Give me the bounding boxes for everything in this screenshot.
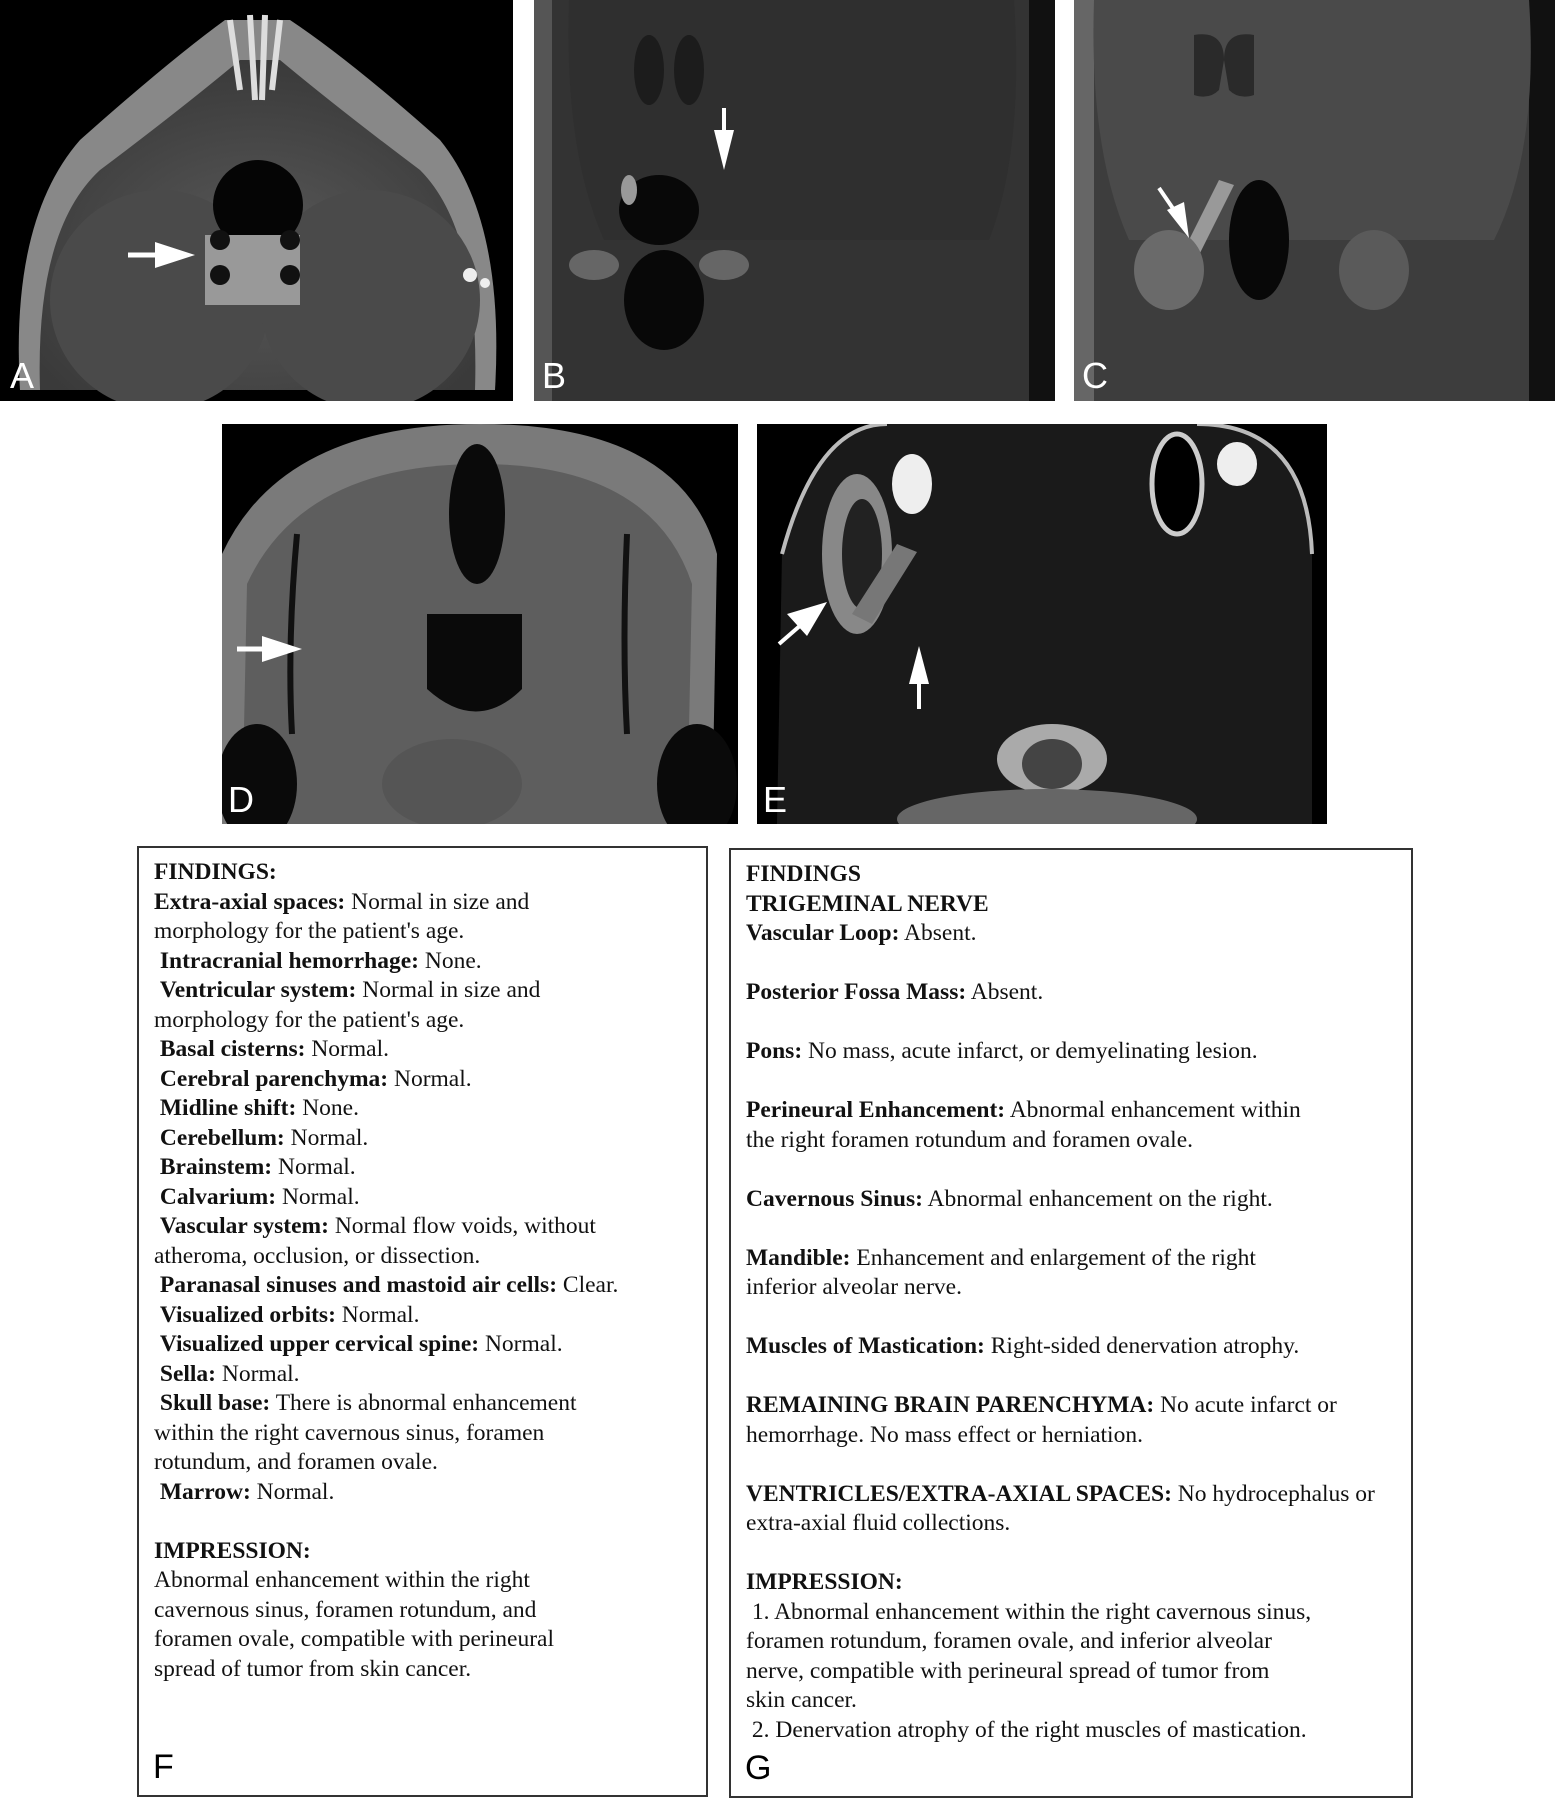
finding-item — [154, 947, 696, 977]
finding-term: VENTRICLES/EXTRA-AXIAL SPACES: — [746, 1480, 1172, 1507]
finding-item — [746, 1332, 1401, 1362]
finding-term: Posterior Fossa Mass: — [746, 979, 967, 1005]
finding-value: Normal. — [276, 1183, 360, 1210]
finding-value: Normal in size and — [356, 977, 541, 1003]
finding-value: Absent. — [899, 920, 977, 946]
finding-term: Vascular system: — [154, 1213, 329, 1239]
finding-term: Extra-axial spaces: — [154, 888, 346, 915]
finding-value: Normal. — [479, 1331, 563, 1357]
finding-continuation: the right foramen rotundum and foramen ovale. — [746, 1126, 1194, 1153]
finding-continuation: within the right cavernous sinus, foramen — [154, 1419, 545, 1446]
finding-item — [154, 1094, 696, 1124]
finding-continuation: atheroma, occlusion, or dissection. — [154, 1242, 481, 1269]
finding-item — [154, 1301, 696, 1331]
finding-item — [154, 888, 696, 918]
finding-value: None. — [418, 947, 482, 974]
finding-term: Cerebellum: — [154, 1124, 285, 1151]
report-f-text — [154, 858, 696, 1684]
impression-line: cavernous sinus, foramen rotundum, and — [154, 1596, 537, 1623]
mri-panel-e — [757, 424, 1327, 824]
findings-heading: FINDINGS: — [154, 859, 277, 885]
finding-value: Absent. — [966, 979, 1044, 1005]
findings-subheading: TRIGEMINAL NERVE — [746, 890, 989, 917]
report-box-f — [137, 846, 708, 1797]
finding-item — [154, 1124, 696, 1154]
impression-line: Abnormal enhancement within the right — [154, 1567, 530, 1593]
finding-continuation: morphology for the patient's age. — [154, 1006, 465, 1033]
finding-value: No hydrocephalus or — [1171, 1480, 1375, 1507]
finding-item — [154, 1330, 696, 1360]
finding-term: Intracranial hemorrhage: — [154, 947, 419, 974]
finding-term: Visualized orbits: — [154, 1301, 336, 1328]
finding-item — [746, 1480, 1401, 1510]
finding-item — [746, 1244, 1401, 1274]
findings-list — [746, 919, 1401, 1539]
panel-label-b: B — [542, 355, 567, 396]
finding-value: Normal. — [388, 1065, 472, 1092]
finding-term: Visualized upper cervical spine: — [154, 1331, 480, 1357]
impression-text — [746, 1598, 1401, 1746]
panel-label-g: G — [745, 1749, 772, 1787]
impression-line: spread of tumor from skin cancer. — [154, 1655, 472, 1682]
arrow-icon — [0, 0, 513, 401]
finding-value: Abnormal enhancement on the right. — [922, 1185, 1273, 1212]
finding-term: Muscles of Mastication: — [746, 1333, 985, 1359]
finding-item — [154, 1360, 696, 1390]
finding-term: Calvarium: — [154, 1183, 277, 1210]
finding-term: Perineural Enhancement: — [746, 1097, 1006, 1123]
finding-item — [746, 1037, 1401, 1067]
finding-term: Vascular Loop: — [746, 920, 900, 946]
finding-item — [154, 1035, 696, 1065]
finding-term: Pons: — [746, 1038, 803, 1064]
finding-value: Right-sided denervation atrophy. — [984, 1333, 1300, 1359]
finding-term: Paranasal sinuses and mastoid air cells: — [154, 1272, 558, 1298]
finding-value: Abnormal enhancement within — [1005, 1097, 1301, 1123]
finding-item — [154, 1153, 696, 1183]
impression-line: 1. Abnormal enhancement within the right cavernous sinus, — [746, 1598, 1312, 1625]
finding-item — [154, 1183, 696, 1213]
finding-item — [154, 1212, 696, 1242]
finding-term: Ventricular system: — [154, 977, 357, 1003]
impression-line: foramen rotundum, foramen ovale, and inferior alveolar — [746, 1628, 1272, 1654]
finding-term: Cavernous Sinus: — [746, 1185, 923, 1212]
finding-value: Normal. — [335, 1301, 420, 1328]
panel-label-a: A — [10, 355, 35, 396]
finding-value: None. — [296, 1095, 359, 1121]
findings-heading: FINDINGS — [746, 861, 861, 887]
panel-label-d: D — [228, 779, 254, 820]
finding-term: Skull base: — [154, 1390, 271, 1416]
finding-item — [746, 1185, 1401, 1215]
finding-item — [746, 919, 1401, 949]
finding-value: Normal. — [272, 1154, 356, 1180]
finding-item — [154, 976, 696, 1006]
finding-term: Midline shift: — [154, 1095, 297, 1121]
impression-heading: IMPRESSION: — [746, 1569, 903, 1595]
impression-text — [154, 1566, 696, 1684]
impression-line: 2. Denervation atrophy of the right muscles of mastication. — [746, 1716, 1307, 1743]
arrow-icon — [534, 0, 1055, 401]
finding-term: Brainstem: — [154, 1154, 273, 1180]
finding-item — [746, 1096, 1401, 1126]
mri-panel-c — [1074, 0, 1555, 401]
panel-label-c: C — [1082, 355, 1108, 396]
finding-item — [746, 1391, 1401, 1421]
mri-panel-b — [534, 0, 1055, 401]
findings-list — [154, 888, 696, 1508]
panel-label-e: E — [763, 779, 788, 820]
finding-term: Basal cisterns: — [154, 1036, 306, 1062]
panel-label-f: F — [153, 1748, 174, 1786]
finding-item — [154, 1478, 696, 1508]
impression-line: foramen ovale, compatible with perineural — [154, 1626, 554, 1652]
finding-term: Mandible: — [746, 1244, 851, 1271]
report-g-text — [746, 860, 1401, 1745]
finding-value: Enhancement and enlargement of the right — [850, 1244, 1256, 1271]
finding-continuation: inferior alveolar nerve. — [746, 1274, 962, 1300]
finding-item — [746, 978, 1401, 1008]
finding-value: Normal. — [284, 1124, 369, 1151]
arrow-icon — [222, 424, 738, 824]
finding-continuation: morphology for the patient's age. — [154, 918, 465, 944]
finding-term: Marrow: — [154, 1478, 251, 1505]
finding-item — [154, 1389, 696, 1419]
finding-value: Clear. — [557, 1272, 619, 1298]
finding-value: No mass, acute infarct, or demyelinating lesion. — [802, 1038, 1258, 1064]
finding-value: Normal. — [305, 1036, 389, 1062]
finding-continuation: rotundum, and foramen ovale. — [154, 1449, 438, 1475]
finding-value: There is abnormal enhancement — [270, 1390, 577, 1416]
finding-item — [154, 1065, 696, 1095]
finding-value: Normal. — [216, 1360, 300, 1387]
finding-value: Normal. — [250, 1478, 335, 1505]
finding-continuation: extra-axial fluid collections. — [746, 1510, 1011, 1536]
finding-term: REMAINING BRAIN PARENCHYMA: — [746, 1392, 1155, 1418]
mri-panel-d — [222, 424, 738, 824]
arrow-icon — [757, 424, 1327, 824]
impression-line: nerve, compatible with perineural spread of tumor from — [746, 1657, 1270, 1684]
finding-term: Sella: — [154, 1360, 217, 1387]
arrow-icon — [1074, 0, 1555, 401]
finding-item — [154, 1271, 696, 1301]
impression-heading: IMPRESSION: — [154, 1537, 311, 1564]
finding-value: Normal flow voids, without — [328, 1213, 596, 1239]
finding-value: Normal in size and — [345, 888, 530, 915]
impression-line: skin cancer. — [746, 1687, 857, 1713]
mri-panel-a — [0, 0, 513, 401]
finding-value: No acute infarct or — [1154, 1392, 1337, 1418]
finding-term: Cerebral parenchyma: — [154, 1065, 389, 1092]
finding-continuation: hemorrhage. No mass effect or herniation. — [746, 1421, 1143, 1448]
report-box-g — [729, 848, 1413, 1798]
